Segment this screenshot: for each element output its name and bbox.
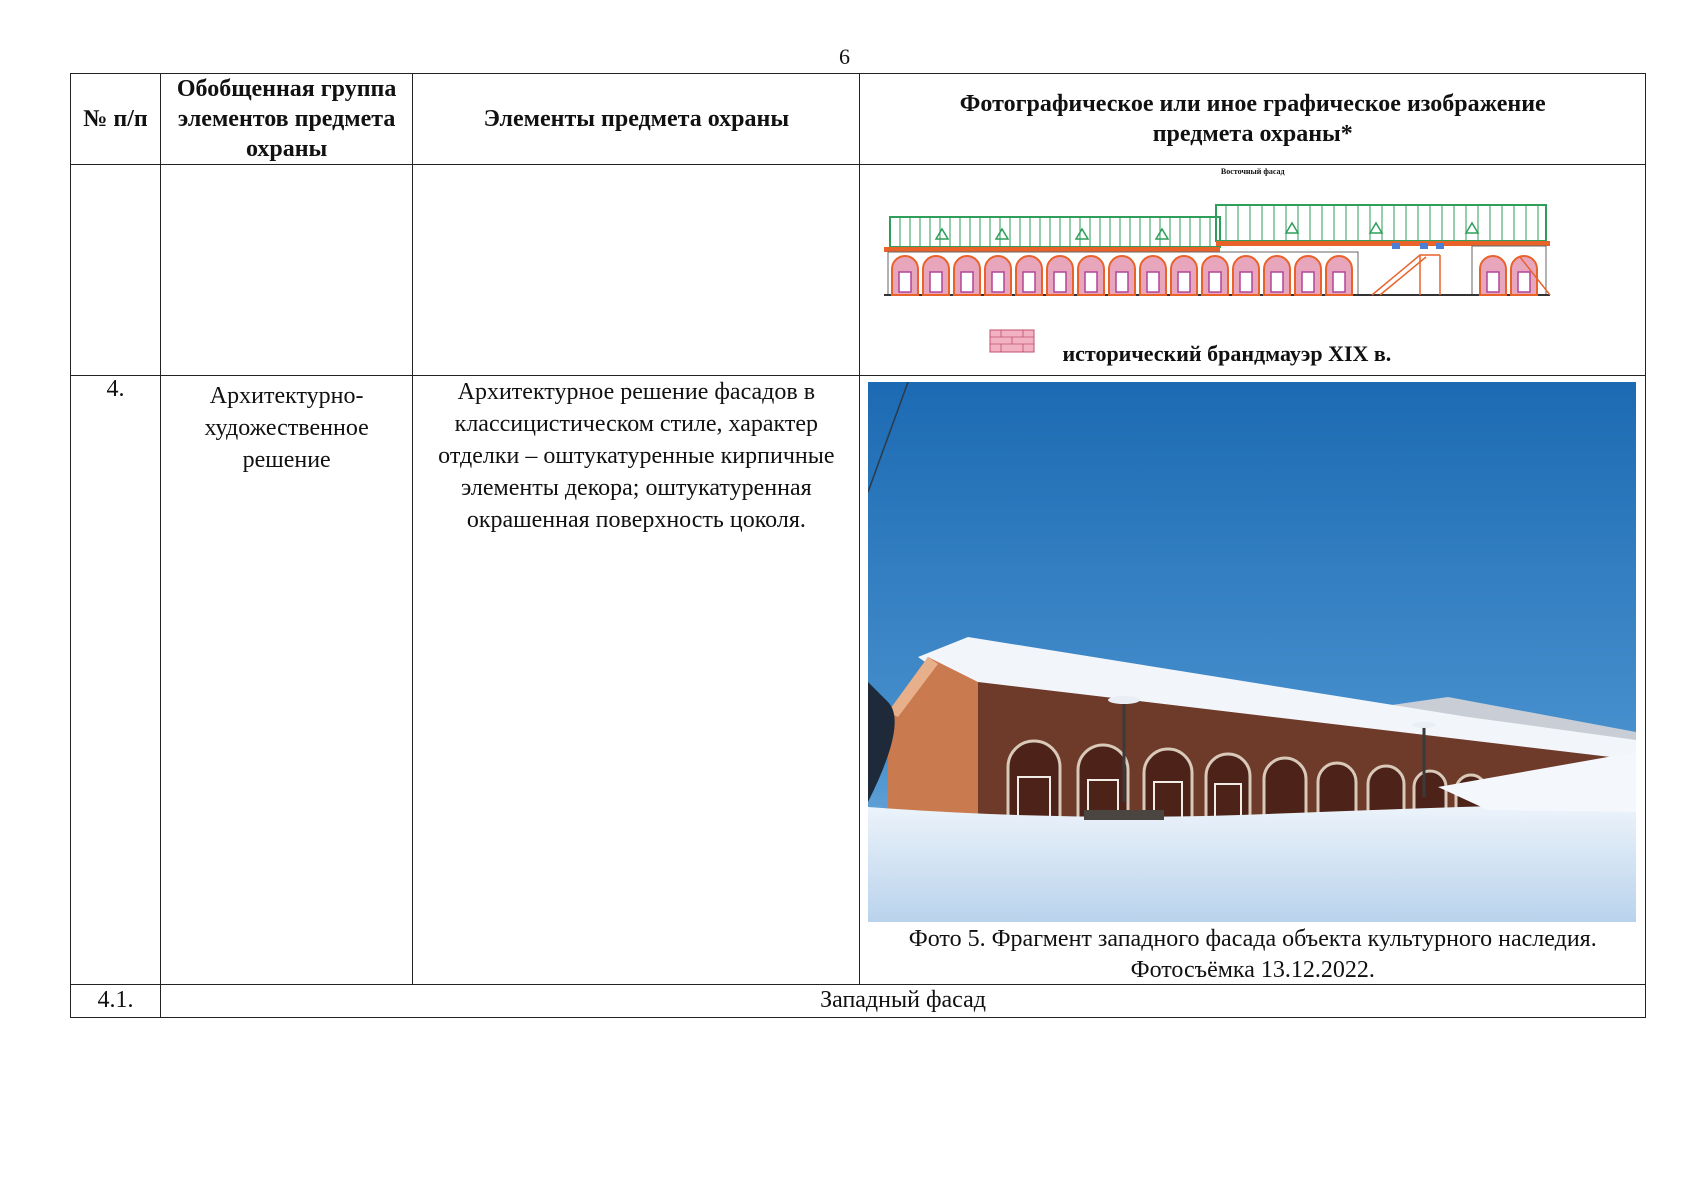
facade-drawing-cell: [860, 165, 1646, 376]
header-group: Обобщенная группа элементов предмета охраны: [161, 74, 413, 165]
empty-cell: [413, 165, 860, 376]
section-title: Западный фасад: [161, 985, 1646, 1018]
legend-label: исторический брандмауэр XIX в.: [1062, 341, 1392, 366]
table-header-row: [71, 74, 1646, 165]
empty-cell: [161, 165, 413, 376]
row-number: 4.: [71, 376, 161, 985]
element-description: Архитектурное решение фасадов в классицистическом стиле, характер отделки – оштукатуренные кирпичные элементы декора; оштукатуренная окрашенная поверхность цоколя.: [413, 376, 860, 985]
table-row-4: [71, 376, 1646, 985]
header-elements: Элементы предмета охраны: [413, 74, 860, 165]
legend: [1062, 341, 1391, 367]
west-facade-photo: [868, 382, 1636, 922]
row-number: 4.1.: [71, 985, 161, 1018]
photo-caption: Фото 5. Фрагмент западного фасада объекта культурного наследия. Фотосъёмка 13.12.2022.: [908, 926, 1597, 983]
page-number: 6: [839, 44, 850, 69]
element-group: Архитектурно-художественное решение: [161, 376, 413, 985]
table-row-4-1: [71, 985, 1646, 1018]
facade-drawing-title: Восточный фасад: [1220, 167, 1285, 176]
header-image: Фотографическое или иное графическое изображение предмета охраны*: [860, 74, 1646, 165]
photo-cell: [860, 376, 1646, 985]
table-row-drawing: [71, 165, 1646, 376]
protection-subject-table: [70, 73, 1646, 1018]
empty-cell: [71, 165, 161, 376]
header-num: № п/п: [71, 74, 161, 165]
